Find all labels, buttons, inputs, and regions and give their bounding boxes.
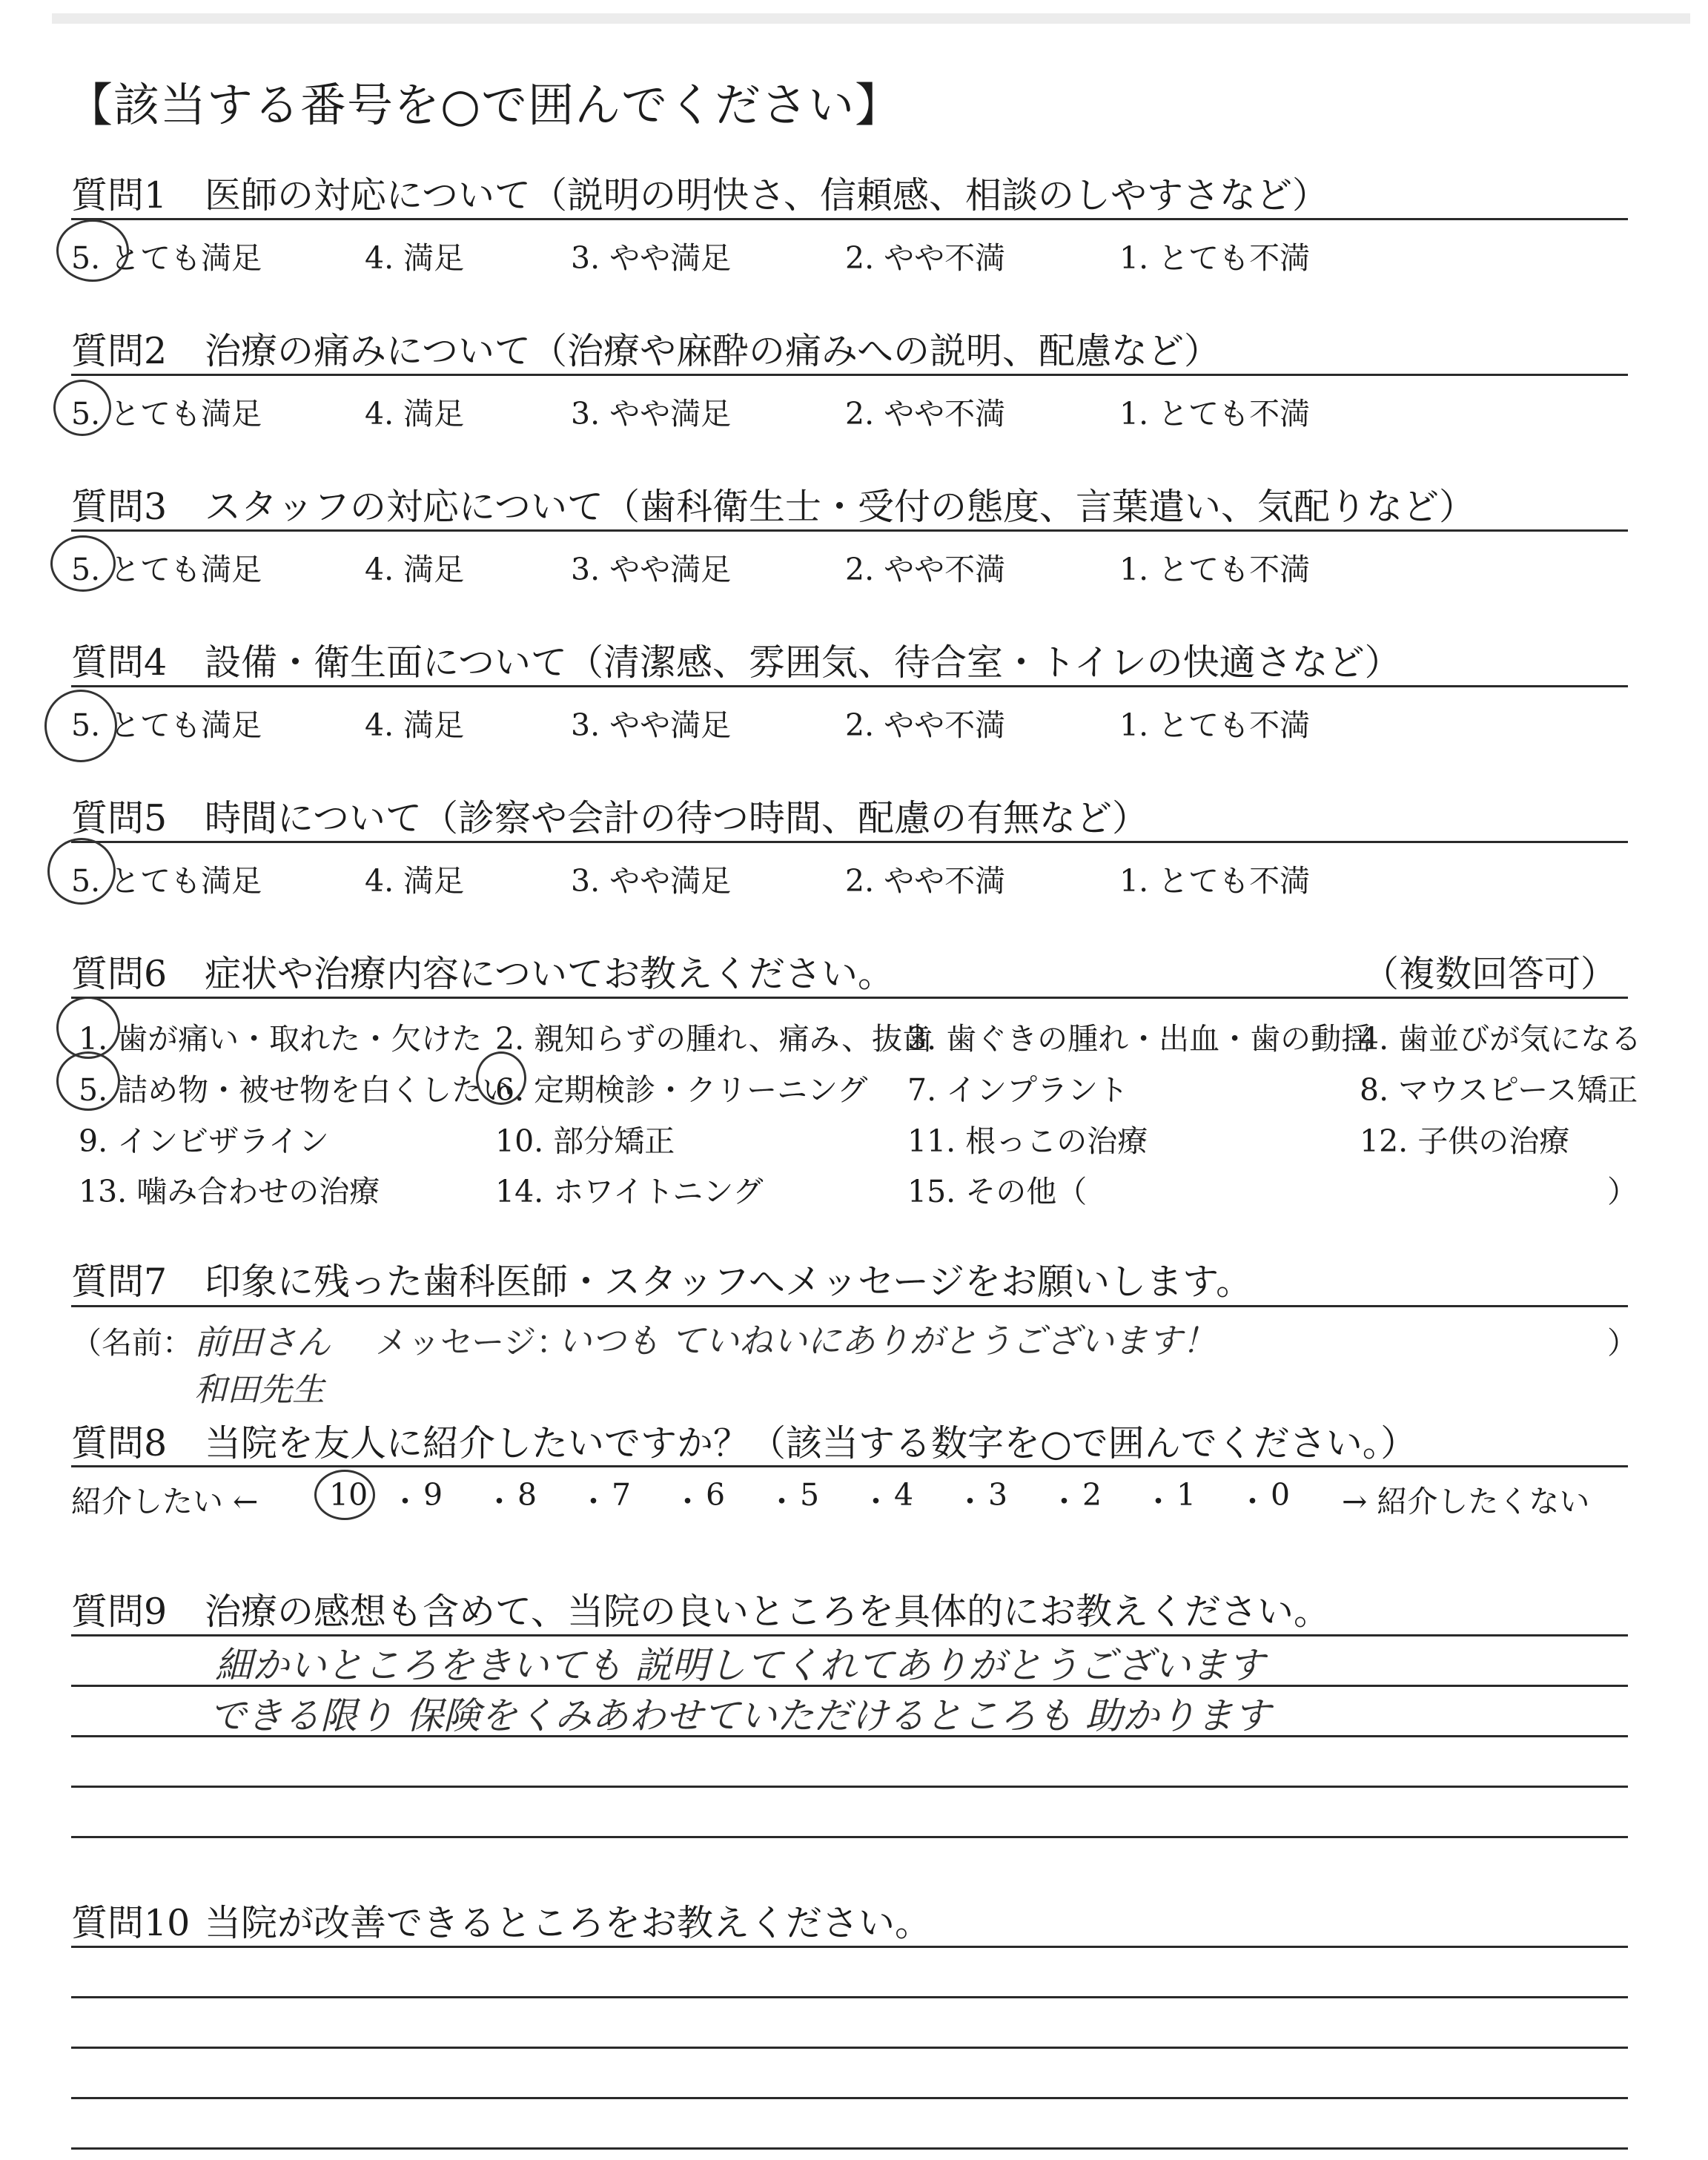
q8-scale-7[interactable]: 7 — [612, 1477, 632, 1513]
q9-line-4 — [71, 1786, 1628, 1788]
scan-top-band — [52, 13, 1690, 24]
question-2-heading — [71, 323, 1220, 374]
q2-option-4[interactable]: 4. 満足 — [365, 396, 465, 432]
q8-scale-separator: ・ — [1143, 1484, 1174, 1519]
q8-scale-4[interactable]: 4 — [894, 1477, 914, 1513]
q5-option-2[interactable]: 2. やや不満 — [845, 863, 1006, 899]
q6-option-13[interactable]: 13. 噛み合わせの治療 — [79, 1174, 380, 1209]
question-4-rule — [71, 685, 1628, 687]
q6-option-10[interactable]: 10. 部分矯正 — [495, 1123, 675, 1159]
q8-scale-separator: ・ — [955, 1484, 985, 1519]
q8-scale-0[interactable]: 0 — [1271, 1477, 1291, 1513]
q8-scale-8[interactable]: 8 — [517, 1477, 537, 1513]
question-4-text: 設備・衛生面について（清潔感、雰囲気、待合室・トイレの快適さなど） — [205, 641, 1401, 684]
q7-message-label: メッセージ： — [375, 1324, 569, 1361]
q5-option-1[interactable]: 1. とても不満 — [1119, 863, 1311, 899]
question-1-text: 医師の対応について（説明の明快さ、信頼感、相談のしやすさなど） — [205, 174, 1329, 217]
q6-option-3[interactable]: 3. 歯ぐきの腫れ・出血・歯の動揺 — [907, 1021, 1372, 1057]
q9-line-5 — [71, 1836, 1628, 1838]
question-7-text: 印象に残った歯科医師・スタッフへメッセージをお願いします。 — [205, 1261, 1253, 1303]
q6-selected-circle-5 — [56, 1051, 120, 1111]
q2-selected-circle — [53, 380, 111, 436]
q8-scale-10[interactable]: 10 — [329, 1477, 368, 1513]
question-8-text: 当院を友人に紹介したいですか？（該当する数字を○で囲んでください。） — [205, 1422, 1417, 1464]
question-3-label: 質問3 — [71, 486, 168, 528]
question-6-text: 症状や治療内容についてお教えください。 — [205, 953, 895, 995]
q1-option-4[interactable]: 4. 満足 — [365, 240, 465, 276]
q4-option-3[interactable]: 3. やや満足 — [571, 707, 732, 743]
q4-option-5[interactable]: 5. とても満足 — [71, 707, 262, 743]
q6-option-14[interactable]: 14. ホワイトニング — [495, 1174, 764, 1209]
q6-option-2[interactable]: 2. 親知らずの腫れ、痛み、抜歯 — [495, 1021, 933, 1057]
question-4-heading — [71, 634, 1401, 686]
q1-option-5[interactable]: 5. とても満足 — [71, 240, 262, 276]
q8-scale-separator: ・ — [1049, 1484, 1079, 1519]
q3-option-5[interactable]: 5. とても満足 — [71, 552, 262, 587]
q8-scale-separator: ・ — [1237, 1484, 1268, 1519]
question-9-heading — [71, 1583, 1330, 1635]
q9-handwritten-line-1: 細かいところをきいても 説明してくれてありがとうございます — [215, 1644, 1265, 1687]
question-2-label: 質問2 — [71, 330, 168, 372]
question-10-text: 当院が改善できるところをお教えください。 — [205, 1902, 932, 1944]
q2-option-5[interactable]: 5. とても満足 — [71, 396, 262, 432]
q4-selected-circle — [44, 690, 117, 762]
form-title: 【該当する番号を○で囲んでください】 — [67, 78, 902, 132]
q10-line-3 — [71, 2047, 1628, 2049]
q8-scale-separator: ・ — [578, 1484, 609, 1519]
question-8-label: 質問8 — [71, 1422, 168, 1464]
question-10-heading — [71, 1895, 931, 1946]
q8-right-label: → 紹介したくない — [1342, 1484, 1590, 1519]
q10-line-1 — [71, 1946, 1628, 1948]
q4-option-2[interactable]: 2. やや不満 — [845, 707, 1006, 743]
q8-scale-5[interactable]: 5 — [800, 1477, 820, 1513]
q8-scale-separator: ・ — [767, 1484, 797, 1519]
q8-scale-separator: ・ — [861, 1484, 891, 1519]
question-6-heading — [71, 945, 894, 997]
question-8-heading — [71, 1415, 1417, 1467]
q10-line-2 — [71, 1996, 1628, 1998]
q6-option-15[interactable]: 15. その他（ — [907, 1174, 1088, 1209]
question-7-label: 質問7 — [71, 1261, 168, 1303]
q6-other-close: ） — [1607, 1174, 1638, 1209]
q8-scale-separator: ・ — [484, 1484, 514, 1519]
q8-selected-circle — [314, 1470, 375, 1520]
q6-option-7[interactable]: 7. インプラント — [907, 1072, 1129, 1108]
q1-option-3[interactable]: 3. やや満足 — [571, 240, 732, 276]
q9-handwritten-line-2: できる限り 保険をくみあわせていただけるところも 助かります — [209, 1694, 1271, 1737]
question-5-text: 時間について（診察や会計の待つ時間、配慮の有無など） — [205, 797, 1149, 839]
q7-name-label: （名前： — [71, 1325, 193, 1361]
question-7-rule — [71, 1305, 1628, 1307]
q10-line-5 — [71, 2147, 1628, 2150]
q6-option-1[interactable]: 1. 歯が痛い・取れた・欠けた — [79, 1021, 483, 1057]
q6-option-6[interactable]: 6. 定期検診・クリーニング — [495, 1072, 868, 1108]
q6-option-5[interactable]: 5. 詰め物・被せ物を白くしたい — [79, 1072, 513, 1108]
q6-selected-circle-1 — [56, 997, 120, 1059]
question-2-text: 治療の痛みについて（治療や麻酔の痛みへの説明、配慮など） — [205, 330, 1221, 372]
q1-option-2[interactable]: 2. やや不満 — [845, 240, 1006, 276]
question-9-text: 治療の感想も含めて、当院の良いところを具体的にお教えください。 — [205, 1591, 1331, 1633]
q5-option-4[interactable]: 4. 満足 — [365, 863, 465, 899]
q8-scale-9[interactable]: 9 — [423, 1477, 443, 1513]
q5-option-3[interactable]: 3. やや満足 — [571, 863, 732, 899]
q6-option-12[interactable]: 12. 子供の治療 — [1360, 1123, 1570, 1159]
question-6-label: 質問6 — [71, 953, 168, 995]
q3-option-4[interactable]: 4. 満足 — [365, 552, 465, 587]
q6-option-11[interactable]: 11. 根っこの治療 — [907, 1123, 1148, 1159]
q1-option-1[interactable]: 1. とても不満 — [1119, 240, 1311, 276]
q3-option-3[interactable]: 3. やや満足 — [571, 552, 732, 587]
q6-option-8[interactable]: 8. マウスピース矯正 — [1360, 1072, 1638, 1108]
question-1-rule — [71, 218, 1628, 220]
q8-scale-6[interactable]: 6 — [706, 1477, 726, 1513]
question-5-heading — [71, 790, 1148, 842]
question-6-note: （複数回答可） — [1363, 953, 1618, 995]
question-8-rule — [71, 1465, 1628, 1467]
question-2-rule — [71, 374, 1628, 376]
question-3-text: スタッフの対応について（歯科衛生士・受付の態度、言葉遣い、気配りなど） — [205, 486, 1476, 528]
q8-scale-1[interactable]: 1 — [1176, 1477, 1196, 1513]
question-1-heading — [71, 167, 1328, 219]
q1-selected-circle — [56, 219, 129, 282]
question-1-label: 質問1 — [71, 174, 168, 217]
q7-handwritten-name-1: 前田さん — [194, 1322, 331, 1362]
q10-line-4 — [71, 2097, 1628, 2099]
q8-scale-separator: ・ — [672, 1484, 703, 1519]
question-9-label: 質問9 — [71, 1591, 168, 1633]
q8-scale-2[interactable]: 2 — [1082, 1477, 1102, 1513]
q7-handwritten-name-2: 和田先生 — [194, 1371, 325, 1409]
q5-option-5[interactable]: 5. とても満足 — [71, 863, 262, 899]
q2-option-1[interactable]: 1. とても不満 — [1119, 396, 1311, 432]
q7-handwritten-message: いつも ていねいにありがとうございます！ — [557, 1321, 1217, 1361]
question-10-label: 質問10 — [71, 1902, 191, 1944]
q4-option-4[interactable]: 4. 満足 — [365, 707, 465, 743]
question-4-label: 質問4 — [71, 641, 168, 684]
question-7-heading — [71, 1253, 1252, 1305]
q3-option-2[interactable]: 2. やや不満 — [845, 552, 1006, 587]
question-5-rule — [71, 841, 1628, 843]
question-6-rule — [71, 997, 1628, 999]
q4-option-1[interactable]: 1. とても不満 — [1119, 707, 1311, 743]
q6-selected-circle-6 — [476, 1051, 526, 1105]
q2-option-3[interactable]: 3. やや満足 — [571, 396, 732, 432]
question-3-heading — [71, 478, 1475, 530]
q3-option-1[interactable]: 1. とても不満 — [1119, 552, 1311, 587]
q8-scale-3[interactable]: 3 — [988, 1477, 1008, 1513]
question-5-label: 質問5 — [71, 797, 168, 839]
q6-option-9[interactable]: 9. インビザライン — [79, 1123, 329, 1159]
question-3-rule — [71, 529, 1628, 532]
q2-option-2[interactable]: 2. やや不満 — [845, 396, 1006, 432]
q3-selected-circle — [50, 535, 116, 592]
q5-selected-circle — [47, 838, 116, 905]
q6-option-4[interactable]: 4. 歯並びが気になる — [1360, 1021, 1642, 1057]
q7-close-paren: ） — [1607, 1325, 1638, 1361]
q8-scale-separator: ・ — [390, 1484, 420, 1519]
q8-left-label: 紹介したい ← — [71, 1484, 259, 1519]
